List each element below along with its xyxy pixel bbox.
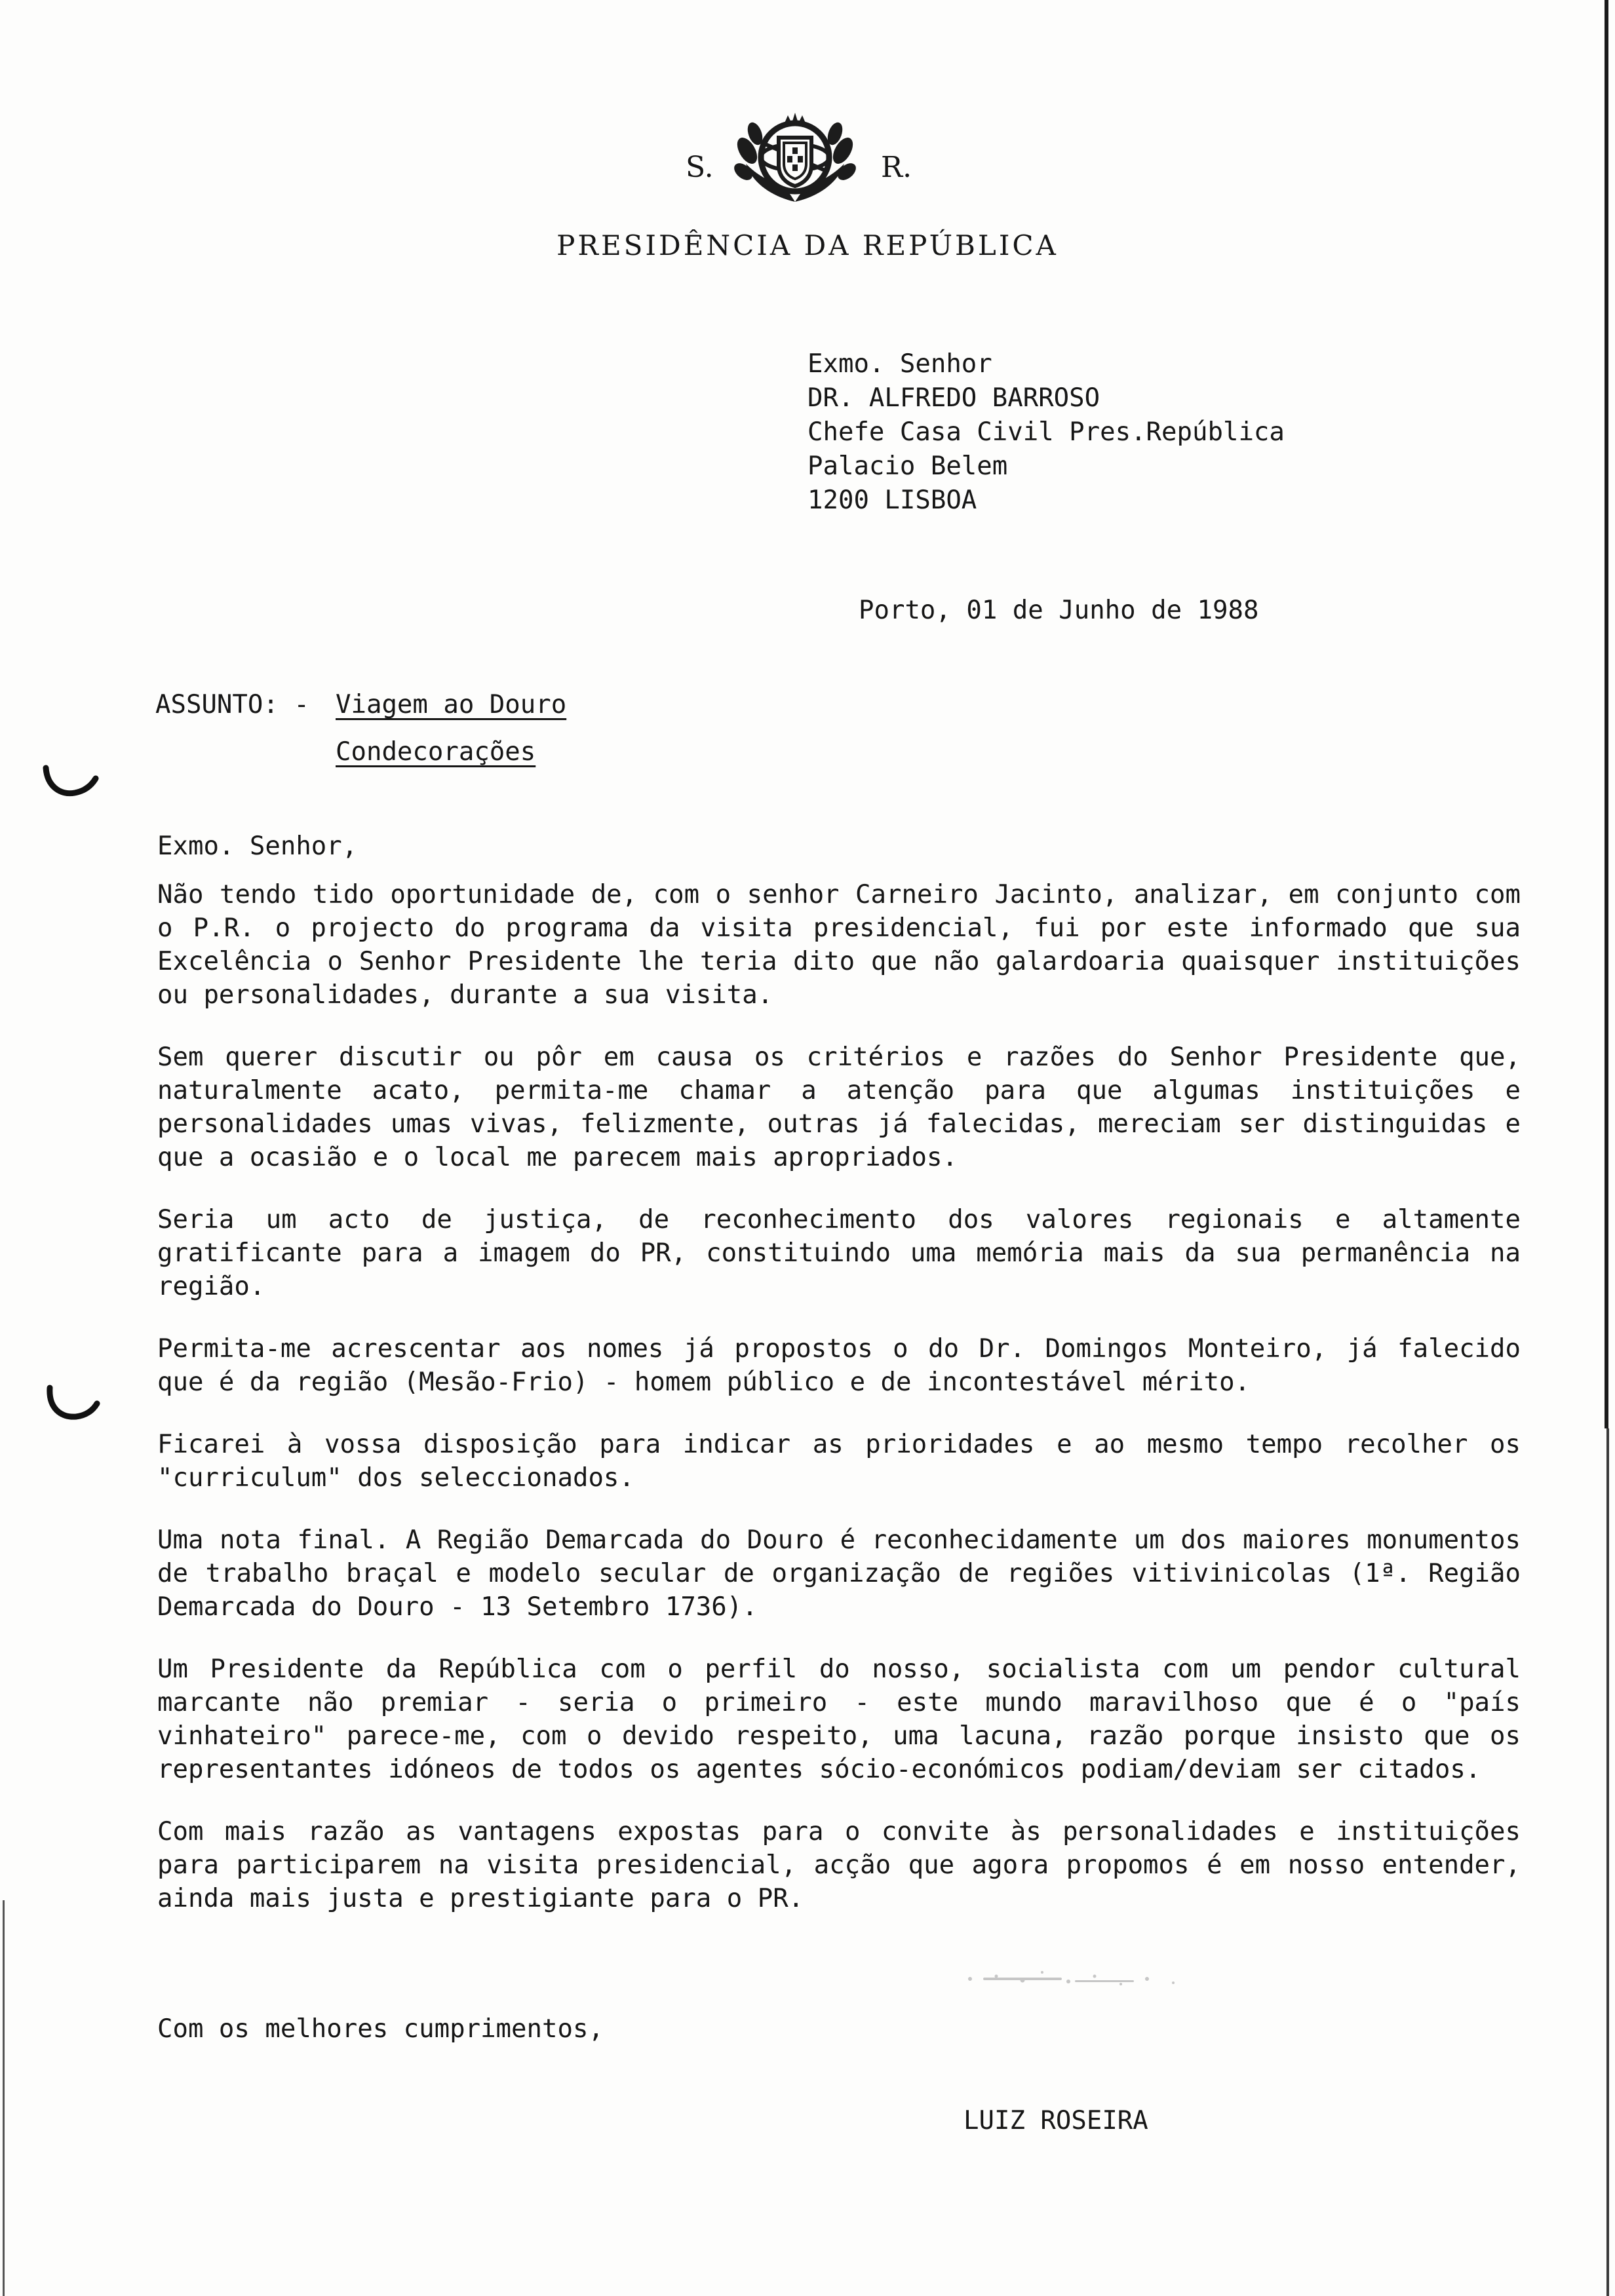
letter-body xyxy=(157,878,1521,1944)
letterhead-institution: PRESIDÊNCIA DA REPÚBLICA xyxy=(556,229,1059,261)
subject-block xyxy=(155,681,566,776)
signature-name: LUIZ ROSEIRA xyxy=(963,2106,1148,2135)
body-paragraph: Uma nota final. A Região Demarcada do Douro é reconhecidamente um dos maiores monumentos de trabalho braçal e modelo secular de organização de regiões vitivinicolas (1ª. Região Demarcada do Douro - 13 Setembro 1736). xyxy=(157,1525,1521,1622)
letterhead-initial-left: S. xyxy=(686,151,714,184)
page-edge-line xyxy=(1606,1428,1609,2296)
subject-label: ASSUNTO: - xyxy=(155,690,309,719)
page-edge-line xyxy=(3,1900,5,2296)
body-paragraph: Permita-me acrescentar aos nomes já propostos o do Dr. Domingos Monteiro, já falecido que é da região (Mesão-Frio) - homem público e de incontestável mérito. xyxy=(157,1334,1521,1397)
recipient-name: DR. ALFREDO BARROSO xyxy=(808,383,1100,413)
subject-item: Viagem ao Douro xyxy=(336,690,567,719)
body-paragraph: Seria um acto de justiça, de reconhecimento dos valores regionais e altamente gratificante para a imagem do PR, constituindo uma memória mais da sua permanência na região. xyxy=(157,1205,1521,1301)
recipient-address xyxy=(808,347,1285,518)
recipient-salutation: Exmo. Senhor xyxy=(808,349,992,379)
recipient-city: 1200 LISBOA xyxy=(808,486,977,515)
body-paragraph: Com mais razão as vantagens expostas para o convite às personalidades e instituições para participarem na visita presidencial, acção que agora propomos é em nosso entender, ainda mais justa e prestigiante para o PR. xyxy=(157,1817,1521,1913)
check-mark-icon xyxy=(41,760,100,799)
coat-of-arms-icon xyxy=(733,111,857,210)
greeting: Exmo. Senhor, xyxy=(157,832,358,861)
body-paragraph: Ficarei à vossa disposição para indicar as prioridades e ao mesmo tempo recolher os "curriculum" dos seleccionados. xyxy=(157,1430,1521,1493)
recipient-title: Chefe Casa Civil Pres.República xyxy=(808,417,1285,447)
subject-item: Condecorações xyxy=(336,737,536,767)
body-paragraph: Não tendo tido oportunidade de, com o senhor Carneiro Jacinto, analizar, em conjunto com o P.R. o projecto do programa da visita presidencial, fui por este informado que sua Excelência o Senhor Presidente lhe teria dito que não galardoaria quaisquer instituições ou personalidades, durante a sua visita. xyxy=(157,880,1521,1010)
check-mark-icon xyxy=(43,1383,102,1422)
ink-smudge xyxy=(944,1953,1193,1999)
letterhead xyxy=(0,111,1615,282)
closing: Com os melhores cumprimentos, xyxy=(157,2014,604,2044)
recipient-place: Palacio Belem xyxy=(808,451,1008,481)
date-line: Porto, 01 de Junho de 1988 xyxy=(859,596,1259,625)
body-paragraph: Um Presidente da República com o perfil do nosso, socialista com um pendor cultural marcante não premiar - seria o primeiro - este mundo maravilhoso que é o "país vinhateiro" parece-me, com o devido respeito, uma lacuna, razão porque insisto que os representantes idóneos de todos os agentes sócio-económicos podiam/deviam ser citados. xyxy=(157,1655,1521,1784)
letterhead-initial-right: R. xyxy=(881,151,912,184)
body-paragraph: Sem querer discutir ou pôr em causa os critérios e razões do Senhor Presidente que, naturalmente acato, permita-me chamar a atenção para que algumas instituições e personalidades umas vivas, felizmente, outras já falecidas, mereciam ser distinguidas e que a ocasião e o local me parecem mais apropriados. xyxy=(157,1043,1521,1172)
